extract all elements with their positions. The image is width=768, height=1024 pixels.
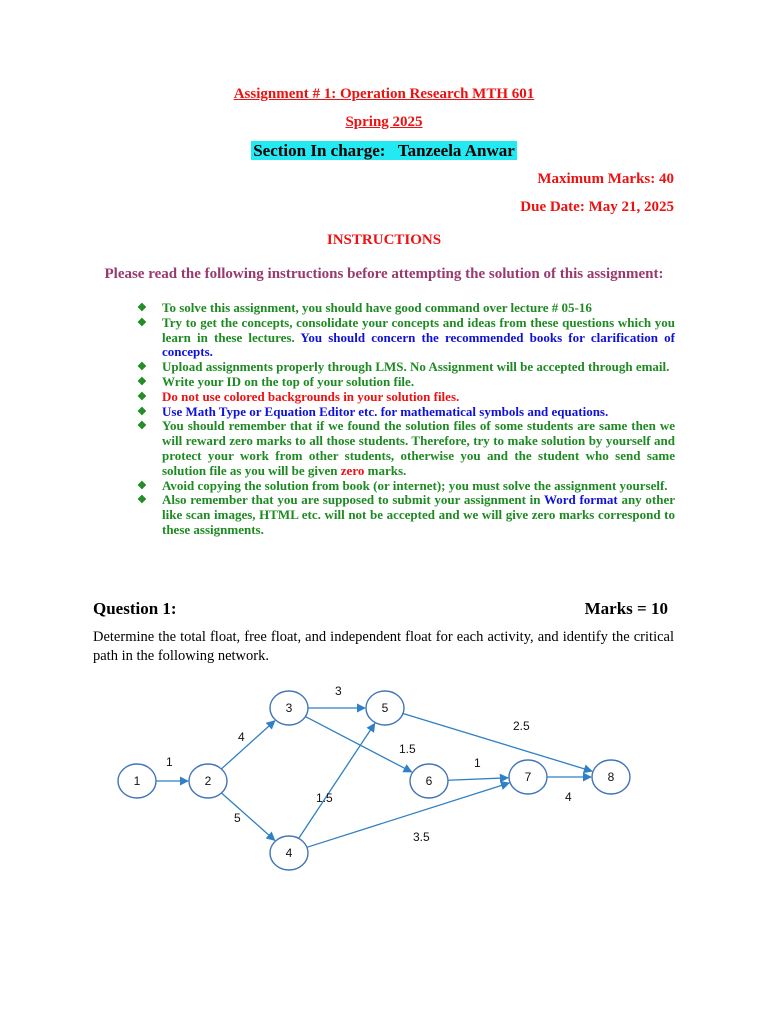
diamond-bullet-icon: ❖ xyxy=(137,375,147,388)
question-1-text: Determine the total float, free float, and independent float for each activity, and identify the critical path in the following network. xyxy=(93,629,674,664)
list-item: ❖ Also remember that you are supposed to submit your assignment in Word format any other like scan images, HTML etc. will not be accepted and we will give zero marks correspond to these assignments. xyxy=(137,492,675,537)
node-label-4: 4 xyxy=(285,846,293,860)
edge-label-4-7: 3.5 xyxy=(413,830,430,844)
edge-label-2-4: 5 xyxy=(234,811,241,825)
edge-label-3-6: 1.5 xyxy=(399,742,416,756)
edge-5-8 xyxy=(403,713,592,771)
edge-label-2-3: 4 xyxy=(238,730,245,744)
node-label-1: 1 xyxy=(133,774,141,788)
list-item: ❖ Write your ID on the top of your solution file. xyxy=(137,373,415,389)
list-item: ❖ Do not use colored backgrounds in your solution files. xyxy=(137,388,460,404)
list-item: ❖ Use Math Type or Equation Editor etc. for mathematical symbols and equations. xyxy=(137,403,609,419)
list-item: ❖ Upload assignments properly through LMS. No Assignment will be accepted through email. xyxy=(137,359,670,375)
diamond-bullet-icon: ❖ xyxy=(137,302,147,314)
question-1-label: Question 1: xyxy=(93,599,177,618)
edge-4-5 xyxy=(299,723,375,838)
node-label-2: 2 xyxy=(204,774,212,788)
list-item: ❖ Avoid copying the solution from book (or internet); you must solve the assignment yourself. xyxy=(137,477,668,493)
term-label: Spring 2025 xyxy=(345,114,423,130)
list-item: ❖ Try to get the concepts, consolidate your concepts and ideas from these questions which you learn in these lectures. You should concern the recommended books for clarification of concepts. xyxy=(137,314,675,360)
edge-label-3-5: 3 xyxy=(335,684,342,698)
diamond-bullet-icon: ❖ xyxy=(137,494,147,507)
edge-label-7-8: 4 xyxy=(565,790,572,804)
edge-3-6 xyxy=(305,717,411,772)
node-label-3: 3 xyxy=(285,701,293,715)
diamond-bullet-icon: ❖ xyxy=(137,479,147,492)
diamond-bullet-icon: ❖ xyxy=(137,361,147,374)
diamond-bullet-icon: ❖ xyxy=(137,316,147,329)
node-label-8: 8 xyxy=(607,770,615,784)
node-label-6: 6 xyxy=(425,774,433,788)
section-in-charge: Section In charge: Tanzeela Anwar xyxy=(253,141,515,160)
instructions-heading: INSTRUCTIONS xyxy=(326,232,442,248)
edge-label-1-2: 1 xyxy=(166,755,173,769)
diamond-bullet-icon: ❖ xyxy=(137,405,147,418)
edge-2-3 xyxy=(221,721,274,769)
edge-4-7 xyxy=(307,783,509,847)
question-1-marks: Marks = 10 xyxy=(584,599,668,618)
diamond-bullet-icon: ❖ xyxy=(137,390,147,403)
instructions-intro: Please read the following instructions before attempting the solution of this assignment: xyxy=(104,266,664,282)
edge-label-5-8: 2.5 xyxy=(513,719,530,733)
edge-label-6-7: 1 xyxy=(474,756,481,770)
list-item: ❖ You should remember that if we found the solution files of some students are same then we will reward zero marks to all those students. Therefore, try to make solution by yourself and protect your work from other students, otherwise you and the student who send same solution file as you will be given zero marks. xyxy=(137,418,675,478)
maximum-marks: Maximum Marks: 40 xyxy=(537,171,674,187)
due-date: Due Date: May 21, 2025 xyxy=(520,199,674,215)
diamond-bullet-icon: ❖ xyxy=(137,420,147,433)
assignment-title: Assignment # 1: Operation Research MTH 601 xyxy=(233,86,535,102)
edge-label-4-5: 1.5 xyxy=(316,791,333,805)
node-label-7: 7 xyxy=(524,770,532,784)
edge-2-4 xyxy=(221,793,274,840)
list-item: ❖ To solve this assignment, you should have good command over lecture # 05-16 xyxy=(137,300,592,315)
node-label-5: 5 xyxy=(381,701,389,715)
edge-6-7 xyxy=(448,778,508,780)
